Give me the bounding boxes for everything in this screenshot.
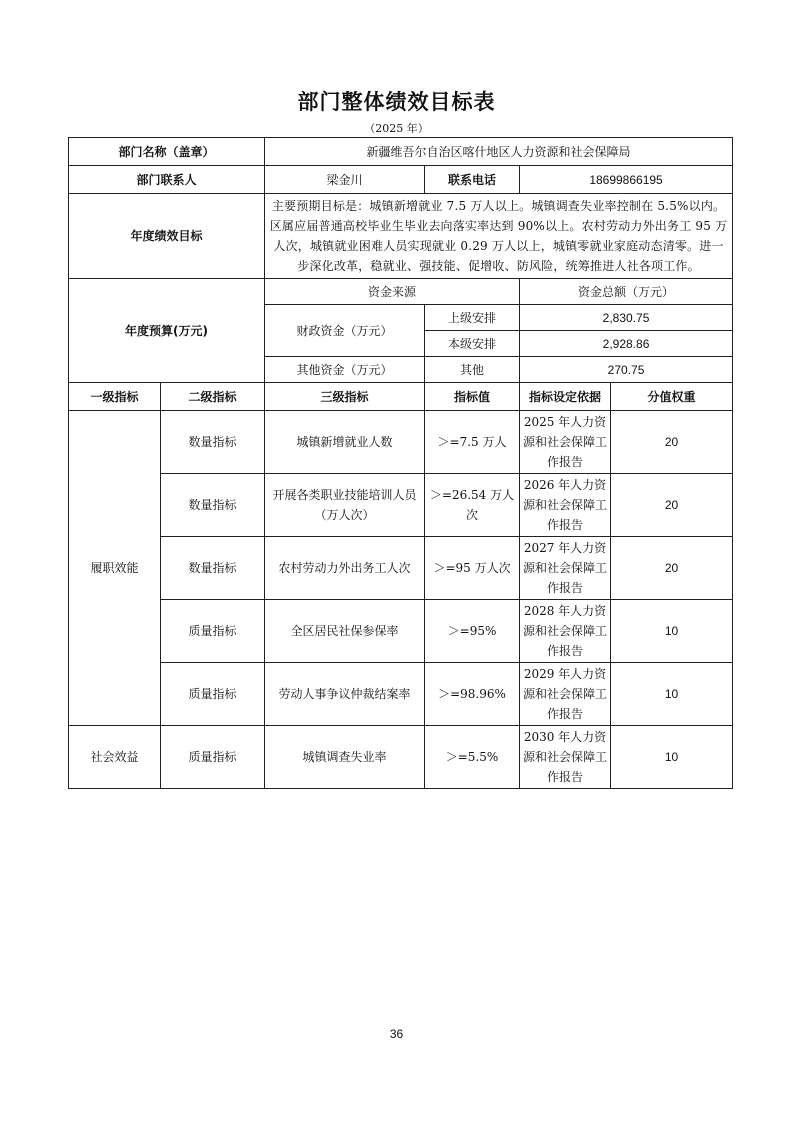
table-row: [69, 474, 733, 537]
level3-cell: 城镇调查失业率: [265, 726, 425, 789]
value-cell: ＞=7.5 万人: [425, 411, 520, 474]
level3-cell: 劳动人事争议仲裁结案率: [265, 663, 425, 726]
level3-cell: 城镇新增就业人数: [265, 411, 425, 474]
value-cell: ＞=98.96%: [425, 663, 520, 726]
weight-cell: 10: [611, 726, 733, 789]
table-row: [69, 537, 733, 600]
level3-cell: 全区居民社保参保率: [265, 600, 425, 663]
local-arrangement-value: 2,928.86: [520, 331, 733, 357]
level2-cell: 数量指标: [161, 411, 265, 474]
contact-name: 梁金川: [265, 166, 425, 194]
header-level1: 一级指标: [69, 383, 161, 411]
level2-cell: 数量指标: [161, 474, 265, 537]
goal-text: 主要预期目标是：城镇新增就业 7.5 万人以上。城镇调查失业率控制在 5.5%以内。区属应届普通高校毕业生毕业去向落实率达到 90%以上。农村劳动力外出务工 95 万人次，城镇就业困难人员实现就业 0.29 万人以上，城镇零就业家庭动态清零。进一步深化改革，稳就业、强技能、促增收、防风险，统筹推进人社各项工作。: [265, 194, 733, 279]
basis-cell: 2028 年人力资源和社会保障工作报告: [520, 600, 611, 663]
weight-cell: 20: [611, 411, 733, 474]
basis-cell: 2029 年人力资源和社会保障工作报告: [520, 663, 611, 726]
budget-label: 年度预算(万元): [69, 279, 265, 383]
other-fund-label: 其他资金（万元）: [265, 357, 425, 383]
weight-cell: 20: [611, 537, 733, 600]
page-number: 36: [389, 1027, 404, 1041]
value-cell: ＞=95 万人次: [425, 537, 520, 600]
value-cell: ＞=5.5%: [425, 726, 520, 789]
table-row: [69, 663, 733, 726]
phone-value: 18699866195: [520, 166, 733, 194]
goal-label: 年度绩效目标: [69, 194, 265, 279]
weight-cell: 10: [611, 663, 733, 726]
header-level3: 三级指标: [265, 383, 425, 411]
document-title: 部门整体绩效目标表: [297, 90, 496, 114]
table-row: [69, 726, 733, 789]
fund-source-header: 资金来源: [265, 279, 520, 305]
basis-cell: 2026 年人力资源和社会保障工作报告: [520, 474, 611, 537]
table-row: [69, 411, 733, 474]
level1-social: 社会效益: [69, 726, 161, 789]
basis-cell: 2025 年人力资源和社会保障工作报告: [520, 411, 611, 474]
value-cell: ＞=95%: [425, 600, 520, 663]
value-cell: ＞=26.54 万人次: [425, 474, 520, 537]
upper-arrangement-value: 2,830.75: [520, 305, 733, 331]
performance-table: [68, 137, 733, 789]
dept-name-value: 新疆维吾尔自治区喀什地区人力资源和社会保障局: [265, 138, 733, 166]
local-arrangement-label: 本级安排: [425, 331, 520, 357]
fiscal-fund-label: 财政资金（万元）: [265, 305, 425, 357]
other-fund-value: 270.75: [520, 357, 733, 383]
level2-cell: 数量指标: [161, 537, 265, 600]
header-level2: 二级指标: [161, 383, 265, 411]
basis-cell: 2030 年人力资源和社会保障工作报告: [520, 726, 611, 789]
phone-label: 联系电话: [425, 166, 520, 194]
dept-name-label: 部门名称（盖章）: [69, 138, 265, 166]
basis-cell: 2027 年人力资源和社会保障工作报告: [520, 537, 611, 600]
contact-label: 部门联系人: [69, 166, 265, 194]
header-basis: 指标设定依据: [520, 383, 611, 411]
weight-cell: 10: [611, 600, 733, 663]
level1-perf: 履职效能: [69, 411, 161, 726]
header-weight: 分值权重: [611, 383, 733, 411]
upper-arrangement-label: 上级安排: [425, 305, 520, 331]
other-fund-sub: 其他: [425, 357, 520, 383]
level3-cell: 农村劳动力外出务工人次: [265, 537, 425, 600]
level2-cell: 质量指标: [161, 600, 265, 663]
header-value: 指标值: [425, 383, 520, 411]
level3-cell: 开展各类职业技能培训人员（万人次）: [265, 474, 425, 537]
fund-total-header: 资金总额（万元）: [520, 279, 733, 305]
weight-cell: 20: [611, 474, 733, 537]
table-row: [69, 600, 733, 663]
level2-cell: 质量指标: [161, 726, 265, 789]
level2-cell: 质量指标: [161, 663, 265, 726]
document-year: （2025 年）: [364, 122, 429, 135]
